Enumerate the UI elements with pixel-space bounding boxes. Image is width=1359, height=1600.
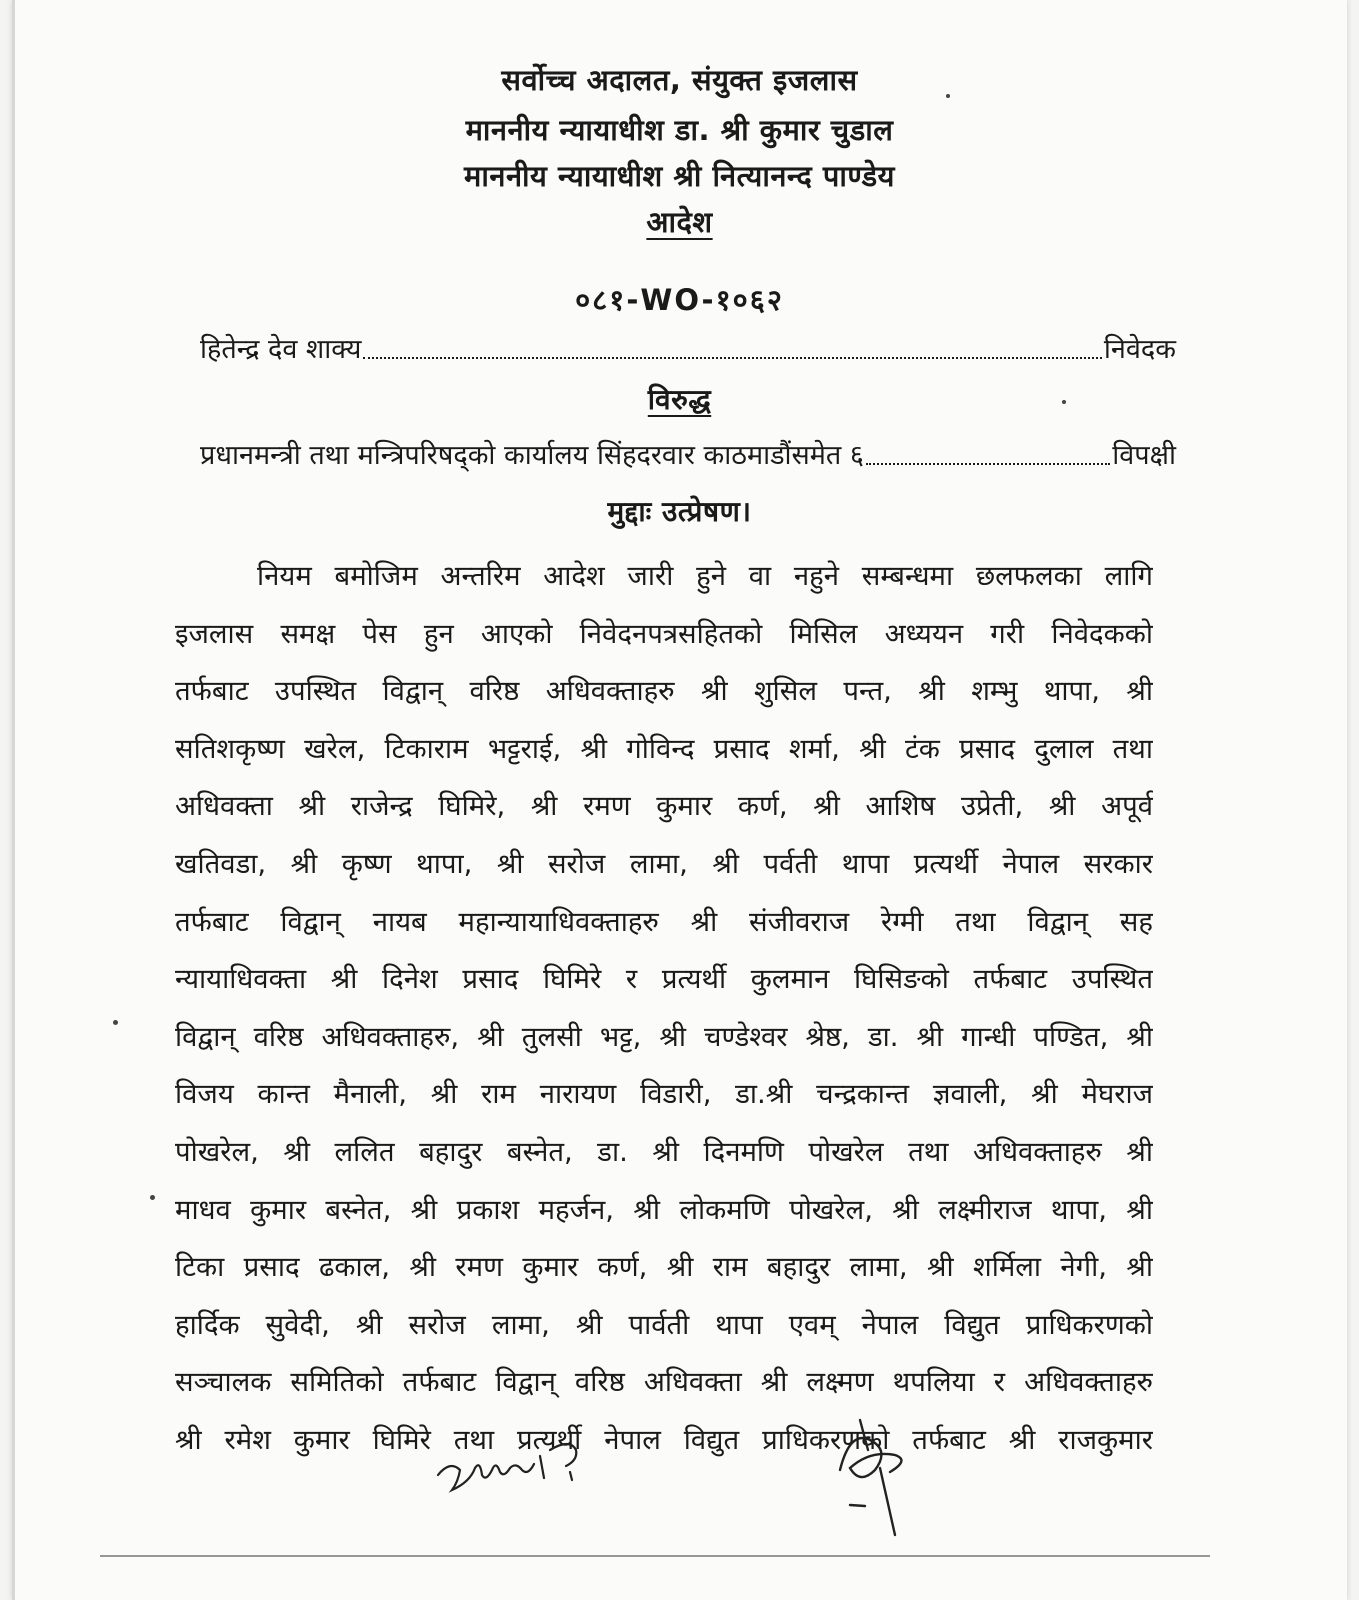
body-line: माधव कुमार बस्नेत, श्री प्रकाश महर्जन, श्री लोकमणि पोखरेल, श्री लक्ष्मीराज थापा, श्री — [175, 1193, 1153, 1226]
judge-2: माननीय न्यायाधीश श्री नित्यानन्द पाण्डेय — [464, 159, 895, 193]
scan-speck — [946, 94, 950, 98]
case-subject: मुद्दाः उत्प्रेषण। — [607, 495, 752, 528]
document-type: आदेश — [646, 205, 713, 239]
scan-speck — [113, 1020, 118, 1025]
dotted-leader — [866, 462, 1110, 465]
page-bottom-rule — [100, 1555, 1210, 1557]
body-line: विद्वान् वरिष्ठ अधिवक्ताहरु, श्री तुलसी भट्ट, श्री चण्डेश्वर श्रेष्ठ, डा. श्री गान्धी पण्डित, श्री — [175, 1020, 1153, 1053]
body-line: इजलास समक्ष पेस हुन आएको निवेदनपत्रसहितको मिसिल अध्ययन गरी निवेदकको — [175, 617, 1153, 650]
body-line: न्यायाधिवक्ता श्री दिनेश प्रसाद घिमिरे र प्रत्यर्थी कुलमान घिसिङको तर्फबाट उपस्थित — [175, 963, 1153, 996]
petitioner-role: निवेदक — [1103, 334, 1176, 365]
handwritten-signature-2 — [820, 1410, 930, 1540]
case-number: ०८१-WO-१०६२ — [575, 283, 784, 317]
petitioner-name: हितेन्द्र देव शाक्य — [200, 334, 362, 365]
body-line: तर्फबाट उपस्थित विद्वान् वरिष्ठ अधिवक्ताहरु श्री शुसिल पन्त, श्री शम्भु थापा, श्री — [175, 675, 1153, 708]
petitioner-row — [200, 328, 1176, 368]
respondent-role: विपक्षी — [1112, 440, 1176, 471]
respondent-name: प्रधानमन्त्री तथा मन्त्रिपरिषद्को कार्यालय सिंहदरवार काठमाडौंसमेत ६ — [200, 440, 864, 471]
body-line: विजय कान्त मैनाली, श्री राम नारायण विडारी, डा.श्री चन्द्रकान्त ज्ञवाली, श्री मेघराज — [175, 1078, 1153, 1111]
court-title: सर्वोच्च अदालत, संयुक्त इजलास — [501, 63, 858, 97]
versus-label: विरुद्ध — [647, 383, 712, 416]
body-line: पोखरेल, श्री ललित बहादुर बस्नेत, डा. श्री दिनमणि पोखरेल तथा अधिवक्ताहरु श्री — [175, 1135, 1153, 1168]
body-line: खतिवडा, श्री कृष्ण थापा, श्री सरोज लामा, श्री पर्वती थापा प्रत्यर्थी नेपाल सरकार — [175, 847, 1153, 880]
scan-speck — [1062, 400, 1066, 404]
dotted-leader — [363, 356, 1102, 359]
body-line: अधिवक्ता श्री राजेन्द्र घिमिरे, श्री रमण कुमार कर्ण, श्री आशिष उप्रेती, श्री अपूर्व — [175, 790, 1153, 823]
judge-1: माननीय न्यायाधीश डा. श्री कुमार चुडाल — [465, 113, 894, 147]
body-line: नियम बमोजिम अन्तरिम आदेश जारी हुने वा नहुने सम्बन्धमा छलफलका लागि — [257, 560, 1153, 592]
body-line: श्री रमेश कुमार घिमिरे तथा प्रत्यर्थी नेपाल विद्युत प्राधिकरणको तर्फबाट श्री राजकुमार — [175, 1423, 1153, 1456]
body-line: टिका प्रसाद ढकाल, श्री रमण कुमार कर्ण, श्री राम बहादुर लामा, श्री शर्मिला नेगी, श्री — [175, 1251, 1153, 1284]
body-line: हार्दिक सुवेदी, श्री सरोज लामा, श्री पार्वती थापा एवम् नेपाल विद्युत प्राधिकरणको — [175, 1308, 1153, 1341]
handwritten-signature-1 — [430, 1420, 600, 1510]
body-line: सतिशकृष्ण खरेल, टिकाराम भट्टराई, श्री गोविन्द प्रसाद शर्मा, श्री टंक प्रसाद दुलाल तथा — [175, 732, 1153, 765]
page-edge — [12, 0, 15, 1600]
respondent-row — [200, 434, 1176, 474]
body-line: सञ्चालक समितिको तर्फबाट विद्वान् वरिष्ठ अधिवक्ता श्री लक्ष्मण थपलिया र अधिवक्ताहरु — [175, 1366, 1153, 1399]
body-line: तर्फबाट विद्वान् नायब महान्यायाधिवक्ताहरु श्री संजीवराज रेग्मी तथा विद्वान् सह — [175, 905, 1153, 938]
scan-speck — [150, 1195, 155, 1200]
order-body — [175, 548, 1153, 1470]
